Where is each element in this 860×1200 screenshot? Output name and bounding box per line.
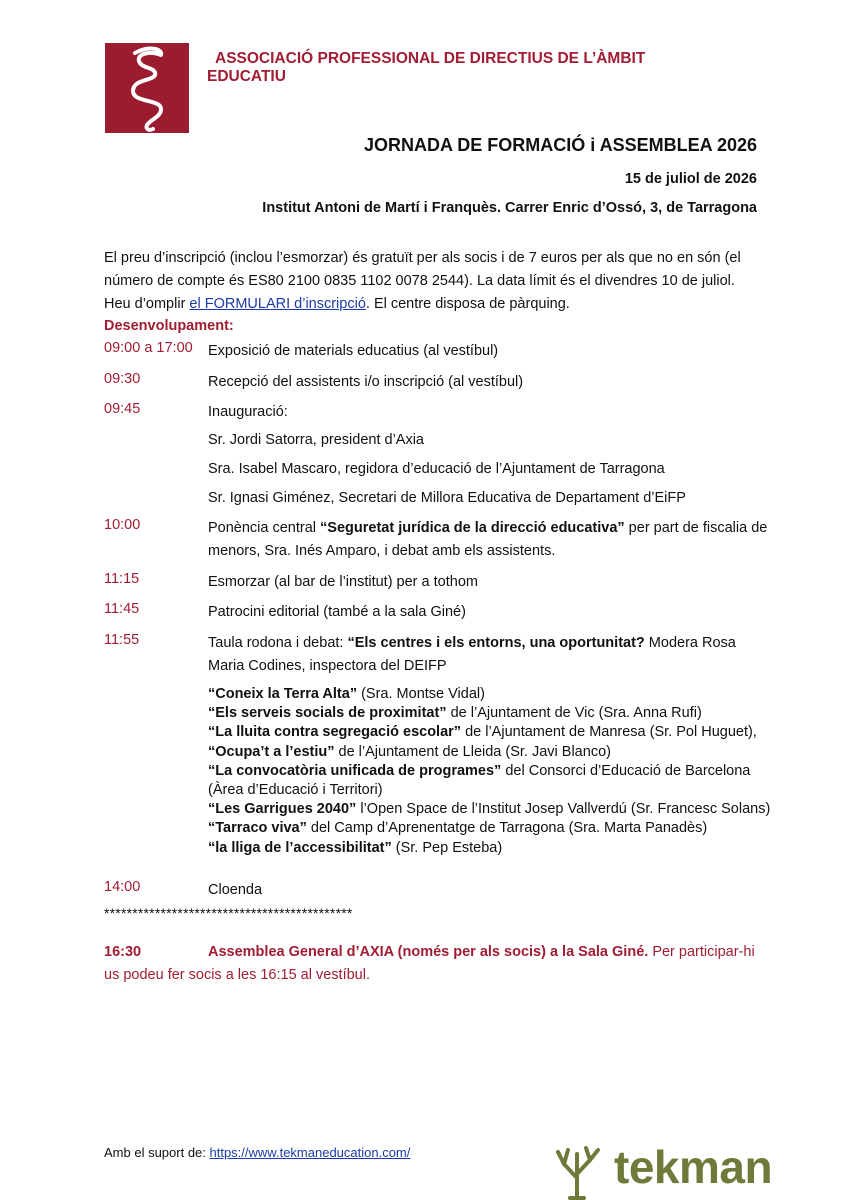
- schedule-text-part: Taula rodona i debat:: [208, 635, 348, 651]
- registration-form-link[interactable]: el FORMULARI d’inscripció: [189, 296, 366, 312]
- list-item: [208, 819, 768, 838]
- talk-title: “Coneix la Terra Alta”: [208, 686, 358, 702]
- sponsor-link[interactable]: https://www.tekmaneducation.com/: [209, 1145, 411, 1160]
- event-title: JORNADA DE FORMACIÓ i ASSEMBLEA 2026: [363, 135, 757, 155]
- list-item: [208, 685, 768, 704]
- list-item: [208, 723, 768, 742]
- list-item: [208, 704, 768, 723]
- schedule-text: [208, 517, 768, 563]
- list-item: [208, 762, 768, 781]
- organization-name: [207, 50, 767, 86]
- schedule-time: 11:45: [104, 601, 140, 617]
- association-logo: [105, 43, 189, 133]
- tekman-logo: [546, 1138, 796, 1198]
- talk-title: “Tarraco viva”: [208, 820, 307, 837]
- inauguration-guest: Sra. Isabel Mascaro, regidora d’educació de l’Ajuntament de Tarragona: [208, 461, 665, 477]
- round-table-list: [208, 685, 771, 858]
- organization-name-line2: EDUCATIU: [207, 68, 286, 85]
- list-item: [208, 743, 768, 762]
- keynote-title: “Seguretat jurídica de la direcció educativa”: [320, 520, 625, 536]
- inauguration-guest: Sr. Jordi Satorra, president d’Axia: [208, 432, 424, 448]
- talk-detail: (Sr. Pep Esteba): [391, 839, 503, 856]
- talk-detail: (Àrea d’Educació i Territori): [208, 782, 383, 799]
- schedule-time: 14:00: [104, 879, 141, 895]
- schedule-heading: Desenvolupament:: [104, 318, 234, 334]
- schedule-text-part: Ponència central: [208, 520, 321, 536]
- talk-detail: l’Open Space de l’Institut Josep Vallverdú (Sr. Francesc Solans): [356, 801, 771, 818]
- schedule-text: Cloenda: [208, 882, 263, 898]
- talk-title: “La convocatòria unificada de programes”: [208, 762, 502, 779]
- separator-line: ********************************************: [104, 905, 353, 921]
- talk-title: “la lliga de l’accessibilitat”: [208, 839, 392, 856]
- intro-text-end: . El centre disposa de pàrquing.: [365, 296, 570, 312]
- list-item: [208, 839, 768, 858]
- talk-title: “Les Garrigues 2040”: [208, 801, 357, 818]
- tree-icon: [546, 1138, 608, 1200]
- schedule-text: Exposició de materials educatius (al vestíbul): [208, 343, 499, 359]
- talk-detail: del Consorci d’Educació de Barcelona: [501, 762, 751, 779]
- schedule-text-part: per part de fiscalia de menors, Sra. Inés Amparo, i debat amb els assistents.: [208, 520, 768, 559]
- assembly-time: 16:30: [104, 944, 142, 960]
- organization-name-line1: ASSOCIACIÓ PROFESSIONAL DE DIRECTIUS DE L’ÀMBIT: [215, 50, 646, 67]
- inauguration-guest: Sr. Ignasi Giménez, Secretari de Millora Educativa de Departament d’EiFP: [208, 490, 686, 506]
- schedule-text: Patrocini editorial (també a la sala Giné): [208, 604, 466, 620]
- talk-detail: de l’Ajuntament de Lleida (Sr. Javi Blanco): [334, 743, 611, 760]
- assembly-title: Assemblea General d’AXIA (només per als socis) a la Sala Giné.: [208, 944, 649, 960]
- talk-title: “Ocupa’t a l’estiu”: [208, 743, 335, 760]
- footer-support: [104, 1145, 410, 1160]
- talk-detail: (Sra. Montse Vidal): [357, 686, 485, 702]
- list-item: [208, 781, 768, 800]
- schedule-text: [208, 632, 768, 678]
- schedule-text: Recepció del assistents i/o inscripció (al vestíbul): [208, 374, 524, 390]
- event-date: 15 de juliol de 2026: [624, 171, 757, 187]
- talk-detail: de l’Ajuntament de Manresa (Sr. Pol Huguet),: [461, 724, 757, 741]
- schedule-time: 11:15: [104, 571, 140, 587]
- schedule-time: 10:00: [104, 517, 141, 533]
- brand-name: tekman: [614, 1141, 773, 1193]
- assembly-announcement: [104, 941, 764, 987]
- talk-detail: de l’Ajuntament de Vic (Sra. Anna Rufi): [446, 705, 702, 722]
- xi-logo-icon: [105, 43, 189, 133]
- talk-title: “La lluita contra segregació escolar”: [208, 724, 462, 741]
- round-table-title: “Els centres i els entorns, una oportunitat?: [347, 635, 645, 651]
- schedule-time: 11:55: [104, 632, 140, 648]
- list-item: [208, 800, 771, 819]
- intro-paragraph: [104, 247, 764, 316]
- talk-detail: del Camp d’Aprenentatge de Tarragona (Sra. Marta Panadès): [306, 820, 708, 837]
- schedule-text: Inauguració:: [208, 404, 288, 420]
- event-place: Institut Antoni de Martí i Franquès. Carrer Enric d’Ossó, 3, de Tarragona: [262, 200, 757, 216]
- footer-label: Amb el suport de:: [104, 1145, 210, 1160]
- schedule-time: 09:45: [104, 401, 141, 417]
- schedule-time: 09:00 a 17:00: [104, 340, 193, 356]
- intro-text: El preu d’inscripció (inclou l’esmorzar) és gratuït per als socis i de 7 euros per als que no en són (el número de compte és ES80 2100 0835 1102 0078 2544). La data límit és el divendres 10 de juliol. Heu d’omplir: [104, 250, 741, 312]
- schedule-time: 09:30: [104, 371, 141, 387]
- talk-title: “Els serveis socials de proximitat”: [208, 705, 447, 722]
- assembly-detail: Per participar-hi us podeu fer socis a les 16:15 al vestíbul.: [104, 944, 755, 983]
- schedule-text: Esmorzar (al bar de l’institut) per a tothom: [208, 574, 478, 590]
- schedule-text-part: Modera Rosa Maria Codines, inspectora del DEIFP: [208, 635, 736, 674]
